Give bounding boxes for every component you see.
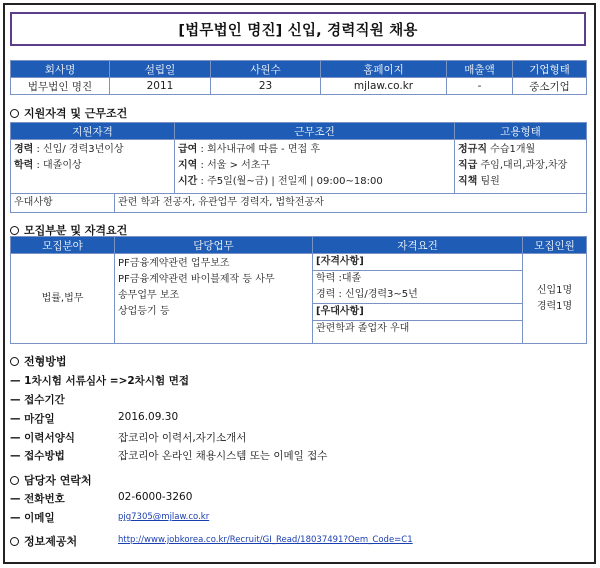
preference-row <box>11 194 587 213</box>
recruit-body-row <box>11 254 587 344</box>
qualification-item: 학력 :대졸 <box>316 273 362 284</box>
recruit-header-row <box>11 237 587 254</box>
header-headcount: 모집인원 <box>523 237 587 254</box>
rank-value: 주임,대리,과장,차장 <box>477 160 568 171</box>
header-revenue: 매출액 <box>447 61 513 78</box>
qualification-item: 경력 : 신입/경력3~5년 <box>316 289 418 300</box>
location-value: : 서울 > 서초구 <box>197 160 271 171</box>
headcount-experienced: 경력1명 <box>536 300 573 312</box>
header-qualification: 지원자격 <box>11 123 175 140</box>
resume-value: 잡코리아 이력서,자기소개서 <box>118 432 247 444</box>
conditions-header-row <box>11 123 587 140</box>
header-founded: 설립일 <box>110 61 211 78</box>
emp-type-value: 수습1개월 <box>487 144 536 155</box>
resume-line-label <box>10 430 75 445</box>
qualification-subheading: [자격사항] <box>313 254 522 271</box>
position-label: 직책 <box>458 176 478 187</box>
emp-type-label: 정규직 <box>458 144 487 155</box>
section-contact-title: 담당자 연락처 <box>24 474 92 487</box>
conditions-table <box>10 122 587 213</box>
requirements-cell <box>313 254 523 344</box>
dash-icon: — <box>10 413 21 425</box>
section-qualifications-title: 지원자격 및 근무조건 <box>24 107 128 120</box>
value-company-name: 법무법인 명진 <box>11 78 110 95</box>
header-homepage: 홈페이지 <box>321 61 447 78</box>
header-company-name: 회사명 <box>11 61 110 78</box>
company-header-row <box>11 61 587 78</box>
section-source-title: 정보제공처 <box>24 535 78 548</box>
hours-value: : 주5일(월~금) | 전일제 | 09:00~18:00 <box>197 176 383 187</box>
career-label: 경력 <box>14 144 34 155</box>
dash-icon: — <box>10 432 21 444</box>
source-url-link[interactable]: http://www.jobkorea.co.kr/Recruit/GI_Read/18037491?Oem_Code=C1 <box>118 535 413 545</box>
headcount-cell <box>523 254 587 344</box>
header-work-conditions: 근무조건 <box>175 123 455 140</box>
circle-bullet-icon <box>10 357 19 366</box>
header-field: 모집분야 <box>11 237 115 254</box>
recruitment-table <box>10 236 587 344</box>
conditions-body-row <box>11 140 587 194</box>
duties-cell <box>115 254 313 344</box>
header-duties: 담당업무 <box>115 237 313 254</box>
employment-type-cell <box>455 140 587 194</box>
duty-item: PF금융계약관련 바이블제작 등 사무 <box>118 274 275 285</box>
email-link[interactable]: pjg7305@mjlaw.co.kr <box>118 512 210 522</box>
duty-item: 송무업무 보조 <box>118 290 180 301</box>
salary-value: : 회사내규에 따름 - 면접 후 <box>197 144 320 155</box>
deadline-label: 마감일 <box>24 413 55 425</box>
circle-bullet-icon <box>10 226 19 235</box>
dash-icon: — <box>10 375 21 387</box>
resume-label: 이력서양식 <box>24 432 75 444</box>
value-founded: 2011 <box>110 78 211 95</box>
period-label: 접수기간 <box>24 394 65 406</box>
header-employment-type: 고용형태 <box>455 123 587 140</box>
career-value: : 신입/ 경력3년이상 <box>33 144 124 155</box>
circle-bullet-icon <box>10 537 19 546</box>
headcount-new: 신입1명 <box>536 284 573 296</box>
process-value: 1차시험 서류심사 =>2차시험 면접 <box>24 375 190 387</box>
company-summary-table <box>10 60 587 95</box>
phone-label: 전화번호 <box>24 493 65 505</box>
period-line <box>10 392 65 407</box>
circle-bullet-icon <box>10 476 19 485</box>
value-revenue: - <box>447 78 513 95</box>
education-value: : 대졸이상 <box>33 160 82 171</box>
position-value: 팀원 <box>477 176 500 187</box>
circle-bullet-icon <box>10 109 19 118</box>
salary-label: 급여 <box>178 144 198 155</box>
section-source-heading <box>10 533 77 549</box>
section-process-title: 전형방법 <box>24 355 67 368</box>
method-label: 접수방법 <box>24 450 65 462</box>
field-cell: 법률,법무 <box>11 254 115 344</box>
qualification-cell <box>11 140 175 194</box>
page-title: [법무법인 명진] 신입, 경력직원 채용 <box>10 12 586 46</box>
location-label: 지역 <box>178 160 198 171</box>
preference-label: 우대사항 <box>11 194 115 213</box>
hours-label: 시간 <box>178 176 198 187</box>
deadline-line-label <box>10 411 55 426</box>
process-line <box>10 373 189 388</box>
section-recruit-title: 모집부분 및 자격요건 <box>24 224 128 237</box>
duty-item: PF금융계약관련 업무보조 <box>118 258 230 269</box>
dash-icon: — <box>10 512 21 524</box>
dash-icon: — <box>10 394 21 406</box>
phone-value: 02-6000-3260 <box>118 491 193 503</box>
header-company-type: 기업형태 <box>513 61 587 78</box>
rank-label: 직급 <box>458 160 478 171</box>
preference-item: 관련학과 졸업자 우대 <box>316 323 410 334</box>
work-conditions-cell <box>175 140 455 194</box>
dash-icon: — <box>10 493 21 505</box>
deadline-value: 2016.09.30 <box>118 411 179 423</box>
company-value-row <box>11 78 587 95</box>
value-employees: 23 <box>211 78 321 95</box>
phone-line-label <box>10 491 65 506</box>
preference-subheading: [우대사항] <box>313 303 522 321</box>
duty-item: 상업등기 등 <box>118 306 170 317</box>
method-line-label <box>10 448 65 463</box>
header-employees: 사원수 <box>211 61 321 78</box>
header-requirements: 자격요건 <box>313 237 523 254</box>
education-label: 학력 <box>14 160 34 171</box>
email-label: 이메일 <box>24 512 55 524</box>
dash-icon: — <box>10 450 21 462</box>
value-homepage: mjlaw.co.kr <box>321 78 447 95</box>
preference-value: 관련 학과 전공자, 유관업무 경력자, 법학전공자 <box>115 194 587 213</box>
section-qualifications-heading <box>10 105 127 121</box>
email-line-label <box>10 510 55 525</box>
section-contact-heading <box>10 472 92 488</box>
section-process-heading <box>10 353 67 369</box>
method-value: 잡코리아 온라인 채용시스템 또는 이메일 접수 <box>118 450 328 462</box>
value-company-type: 중소기업 <box>513 78 587 95</box>
